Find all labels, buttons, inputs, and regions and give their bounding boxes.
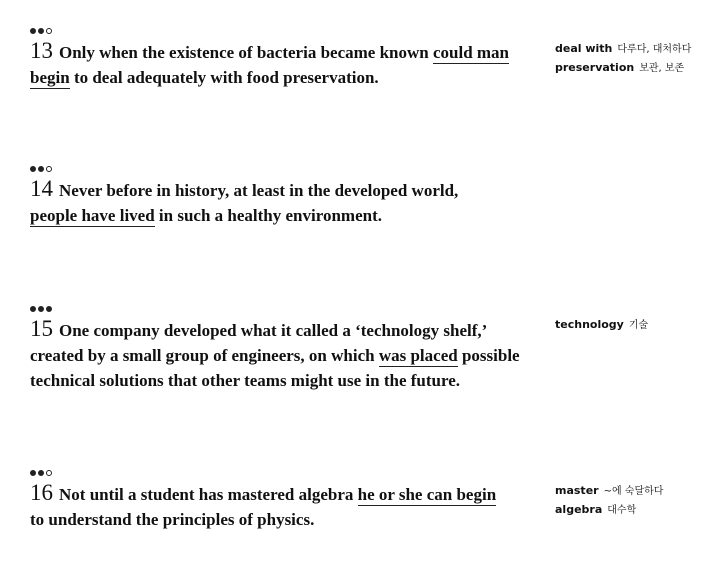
gloss-meaning: 기술	[628, 320, 649, 331]
sentence-line	[30, 368, 530, 393]
underlined-phrase: could man	[432, 43, 510, 62]
difficulty-dot-empty-icon	[46, 166, 52, 172]
gloss-entry	[555, 501, 663, 520]
sentence-text: in such a healthy environment.	[154, 206, 382, 225]
difficulty-dot-filled-icon	[30, 470, 36, 476]
gloss-meaning: ~에 숙달하다	[603, 486, 664, 497]
sentence-text: Only when the existence of bacteria became known	[59, 43, 433, 62]
sentence-text: technical solutions that other teams might use in the future.	[30, 371, 461, 390]
underlined-phrase: begin	[30, 68, 70, 87]
sentence-line	[30, 316, 530, 343]
sentence-line	[30, 343, 530, 368]
gloss-term: deal with	[555, 42, 613, 55]
difficulty-dots	[30, 470, 530, 476]
gloss-entry	[555, 482, 663, 501]
gloss-entry	[555, 316, 648, 335]
gloss-term: technology	[555, 318, 624, 331]
underlined-phrase: he or she can begin	[357, 485, 497, 504]
difficulty-dot-filled-icon	[38, 306, 44, 312]
vocab-gloss-15	[555, 316, 648, 335]
difficulty-dot-filled-icon	[38, 28, 44, 34]
sentence-text: Never before in history, at least in the developed world,	[59, 181, 459, 200]
sentence-13	[30, 28, 530, 90]
gloss-meaning: 보관, 보존	[639, 63, 685, 74]
sentence-text: Not until a student has mastered algebra	[59, 485, 358, 504]
vocab-gloss-13	[555, 40, 691, 78]
item-number: 15	[30, 316, 53, 341]
sentence-line	[30, 480, 530, 507]
difficulty-dots	[30, 28, 530, 34]
difficulty-dot-filled-icon	[30, 306, 36, 312]
gloss-term: preservation	[555, 61, 635, 74]
difficulty-dot-filled-icon	[38, 470, 44, 476]
sentence-text: One company developed what it called a ‘technology shelf,’	[59, 321, 488, 340]
difficulty-dot-filled-icon	[30, 166, 36, 172]
sentence-text: created by a small group of engineers, on which	[30, 346, 379, 365]
gloss-meaning: 대수학	[607, 505, 637, 516]
gloss-term: algebra	[555, 503, 603, 516]
sentence-line	[30, 203, 530, 228]
sentence-line	[30, 507, 530, 532]
difficulty-dot-empty-icon	[46, 28, 52, 34]
sentence-text: to deal adequately with food preservation.	[69, 68, 379, 87]
sentence-line	[30, 38, 530, 65]
sentence-text: to understand the principles of physics.	[30, 510, 315, 529]
gloss-meaning: 다루다, 대처하다	[617, 44, 692, 55]
item-number: 16	[30, 480, 53, 505]
sentence-text: possible	[457, 346, 520, 365]
sentence-15	[30, 306, 530, 393]
difficulty-dots	[30, 306, 530, 312]
sentence-line	[30, 65, 530, 90]
gloss-term: master	[555, 484, 599, 497]
gloss-entry	[555, 40, 691, 59]
difficulty-dot-filled-icon	[46, 306, 52, 312]
underlined-phrase: people have lived	[30, 206, 155, 225]
sentence-14	[30, 166, 530, 228]
underlined-phrase: was placed	[378, 346, 458, 365]
gloss-entry	[555, 59, 691, 78]
item-number: 14	[30, 176, 53, 201]
difficulty-dot-filled-icon	[38, 166, 44, 172]
difficulty-dot-empty-icon	[46, 470, 52, 476]
vocab-gloss-16	[555, 482, 663, 520]
sentence-16	[30, 470, 530, 532]
difficulty-dot-filled-icon	[30, 28, 36, 34]
difficulty-dots	[30, 166, 530, 172]
item-number: 13	[30, 38, 53, 63]
sentence-line	[30, 176, 530, 203]
